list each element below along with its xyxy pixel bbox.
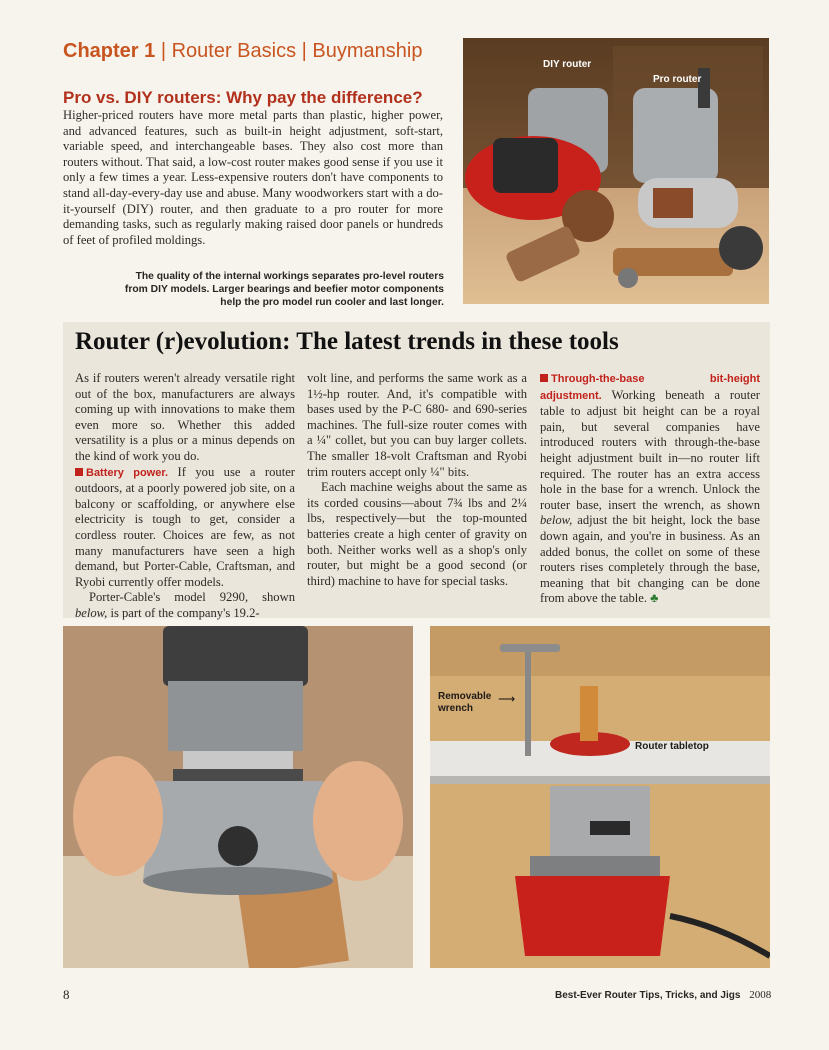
porter-cable-paragraph — [75, 590, 295, 621]
sidebar-title: Router (r)evolution: The latest trends in these tools — [75, 328, 619, 355]
router-comparison-illustration — [463, 38, 769, 304]
end-mark-icon: ♣ — [650, 591, 659, 606]
intro-body: Higher-priced routers have more metal parts than plastic, higher power, and advanced features, such as built-in height adjustment, soft-start, variable speed, and interchangeable bases. They also cost more than routers without. That said, a low-cost router makes good sense if you use it only a few times a year. Less-expensive routers don't have components to stand all-day-every-day use and abuse. Many woodworkers start with a do-it-yourself (DIY) router, and then graduate to a pro router for more demanding tasks, such as regularly making raised door panels or hundreds of feet of profiled moldings. — [63, 108, 443, 247]
footer-title — [555, 989, 771, 1001]
removable-wrench-label: Removable wrench — [438, 691, 492, 714]
text-run: is part of the company's 19.2- — [110, 605, 260, 620]
cordless-router-photo — [63, 626, 413, 968]
chapter-label: Chapter 1 — [63, 40, 156, 62]
through-base-paragraph — [540, 371, 760, 607]
separator: | — [160, 40, 167, 62]
text-run-emphasis: below, — [540, 513, 573, 528]
text-run: Working beneath a router table to adjust bit height can be a royal pain, but several companies have introduced routers with through-the-base height adjustment built in—no router lift required. The router has an extra access hole in the base for a wrench. Unlock the router base, insert the wrench, as shown — [540, 387, 760, 512]
photo-caption: The quality of the internal workings separates pro-level routers from DIY models. Larger bearings and beefier motor components help the pro model run cooler and last longer. — [124, 271, 444, 308]
battery-body: If you use a router outdoors, at a poorly powered job site, on a balcony or scaffolding, or anywhere else electricity is tough to get, consider a cordless router. Choices are few, as not many manufacturers have seen a high demand, but Porter-Cable, Craftsman, and Ryobi currently offer models. — [75, 464, 295, 589]
arrow-right-icon: ⟶ — [498, 692, 516, 706]
diy-router-label: DIY router — [543, 59, 592, 70]
battery-heading: Battery power. — [86, 466, 169, 479]
sidebar-column-1 — [75, 371, 295, 622]
bullet-square-icon — [540, 374, 548, 382]
bullet-square-icon — [75, 468, 83, 476]
sidebar-column-2 — [307, 371, 527, 589]
separator: | — [301, 40, 307, 62]
page-number: 8 — [63, 987, 70, 1002]
router-table-photo — [430, 626, 770, 968]
text-run-emphasis: below, — [75, 605, 108, 620]
pro-router-label: Pro router — [653, 74, 702, 85]
chapter-header — [63, 40, 422, 63]
battery-paragraph — [75, 465, 295, 591]
sidebar-paragraph: As if routers weren't already versatile right out of the box, manufacturers are always coming up with innovations to make them even more so. Whether this added versatility is a plus or a minus depends on the kind of work you do. — [75, 371, 295, 463]
section-name: Router Basics — [171, 40, 297, 62]
cordless-router-illustration — [63, 626, 413, 968]
book-title: Best-Ever Router Tips, Tricks, and Jigs — [555, 990, 741, 1001]
through-base-heading: Through-the-base bit-height adjustment. — [540, 373, 760, 402]
router-comparison-photo — [463, 38, 769, 304]
text-run: Porter-Cable's model 9290, shown — [89, 590, 295, 605]
subsection-name: Buymanship — [312, 40, 423, 62]
router-tabletop-label: Router tabletop — [635, 741, 709, 752]
text-run: adjust the bit height, lock the base down again, and you're in business. As an added bonus, the collet on some of these routers rises completely through the base, meaning that bit changing can be done from above the table. — [540, 513, 760, 606]
sidebar-paragraph: volt line, and performs the same work as a 1½-hp router. And, it's compatible with bases used by the P-C 680- and 690-series machines. The full-size router comes with a ¼" collet, but you can buy larger collets. The smaller 18-volt Craftsman and Ryobi trim routers accept only ¼" bits. — [307, 371, 527, 479]
sidebar-column-3 — [540, 371, 760, 607]
router-table-illustration — [430, 626, 770, 968]
intro-heading: Pro vs. DIY routers: Why pay the difference? — [63, 88, 423, 107]
sidebar-paragraph: Each machine weighs about the same as its corded cousins—about 7¾ lbs and 2¼ lbs, respectively—but the top-mounted batteries create a high center of gravity on both. Neither works well as a shop's only router, but might be a good second (or third) machine to have for special tasks. — [307, 480, 527, 588]
book-year: 2008 — [749, 989, 772, 1001]
